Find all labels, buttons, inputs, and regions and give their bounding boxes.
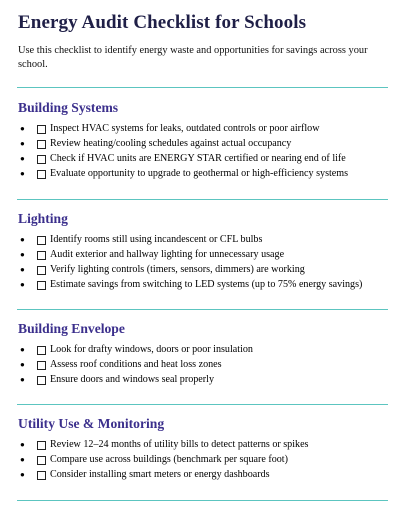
checklist-item[interactable] [18, 262, 384, 277]
checklist [18, 342, 384, 387]
checklist-item[interactable] [18, 467, 384, 482]
checkbox-icon[interactable] [37, 281, 46, 290]
checklist-item[interactable] [18, 121, 384, 136]
checklist-item-text: Consider installing smart meters or energy dashboards [50, 469, 270, 480]
checklist-item-text: Verify lighting controls (timers, sensors, dimmers) are working [50, 264, 305, 275]
checklist-item[interactable] [18, 452, 384, 467]
checkbox-icon[interactable] [37, 251, 46, 260]
checkbox-icon[interactable] [37, 376, 46, 385]
checklist-item-text: Audit exterior and hallway lighting for unnecessary usage [50, 249, 285, 260]
section-divider [17, 404, 388, 405]
checklist [18, 437, 384, 482]
checklist [18, 121, 384, 181]
bullet-icon: ● [20, 154, 25, 163]
checkbox-icon[interactable] [37, 155, 46, 164]
checklist-item-text: Identify rooms still using incandescent or CFL bulbs [50, 234, 263, 245]
bullet-icon: ● [20, 440, 25, 449]
section-heading: Lighting [18, 211, 68, 226]
bullet-icon: ● [20, 139, 25, 148]
bullet-icon: ● [20, 375, 25, 384]
section-building-envelope [18, 320, 384, 387]
checklist-item-text: Ensure doors and windows seal properly [50, 374, 214, 385]
section-heading: Utility Use & Monitoring [18, 416, 165, 431]
bullet-icon: ● [20, 250, 25, 259]
checklist-item-text: Evaluate opportunity to upgrade to geothermal or high-efficiency systems [50, 168, 349, 179]
bullet-icon: ● [20, 265, 25, 274]
section-heading: Building Systems [18, 100, 119, 115]
checkbox-icon[interactable] [37, 140, 46, 149]
checklist-item-text: Review 12–24 months of utility bills to detect patterns or spikes [50, 439, 309, 450]
bullet-icon: ● [20, 280, 25, 289]
checkbox-icon[interactable] [37, 456, 46, 465]
checklist-item-text: Review heating/cooling schedules against actual occupancy [50, 138, 292, 149]
checkbox-icon[interactable] [37, 125, 46, 134]
section-lighting [18, 210, 384, 292]
checklist-item[interactable] [18, 247, 384, 262]
bullet-icon: ● [20, 124, 25, 133]
checklist-item-text: Assess roof conditions and heat loss zones [50, 359, 222, 370]
checklist [18, 232, 384, 292]
checklist-item-text: Look for drafty windows, doors or poor insulation [50, 344, 253, 355]
section-heading: Building Envelope [18, 321, 125, 336]
checklist-item[interactable] [18, 372, 384, 387]
checklist-item[interactable] [18, 342, 384, 357]
bullet-icon: ● [20, 360, 25, 369]
checklist-item[interactable] [18, 357, 384, 372]
bullet-icon: ● [20, 169, 25, 178]
checkbox-icon[interactable] [37, 236, 46, 245]
checklist-item-text: Check if HVAC units are ENERGY STAR certified or nearing end of life [50, 153, 346, 164]
checkbox-icon[interactable] [37, 471, 46, 480]
checkbox-icon[interactable] [37, 266, 46, 275]
section-divider [17, 87, 388, 88]
checklist-item[interactable] [18, 151, 384, 166]
checklist-item-text: Inspect HVAC systems for leaks, outdated controls or poor airflow [50, 123, 320, 134]
bullet-icon: ● [20, 235, 25, 244]
checkbox-icon[interactable] [37, 346, 46, 355]
checklist-item[interactable] [18, 136, 384, 151]
bullet-icon: ● [20, 455, 25, 464]
checklist-item[interactable] [18, 232, 384, 247]
checklist-item[interactable] [18, 277, 384, 292]
section-divider [17, 199, 388, 200]
section-divider [17, 500, 388, 501]
checkbox-icon[interactable] [37, 441, 46, 450]
document-intro: Use this checklist to identify energy waste and opportunities for savings across your school. [18, 45, 368, 70]
checklist-item[interactable] [18, 166, 384, 181]
bullet-icon: ● [20, 345, 25, 354]
checklist-item[interactable] [18, 437, 384, 452]
checklist-item-text: Estimate savings from switching to LED systems (up to 75% energy savings) [50, 279, 363, 290]
section-building-systems [18, 99, 384, 181]
document-title: Energy Audit Checklist for Schools [18, 12, 307, 33]
checklist-item-text: Compare use across buildings (benchmark per square foot) [50, 454, 288, 465]
checkbox-icon[interactable] [37, 361, 46, 370]
section-divider [17, 309, 388, 310]
bullet-icon: ● [20, 470, 25, 479]
checkbox-icon[interactable] [37, 170, 46, 179]
section-utility-monitoring [18, 415, 384, 482]
